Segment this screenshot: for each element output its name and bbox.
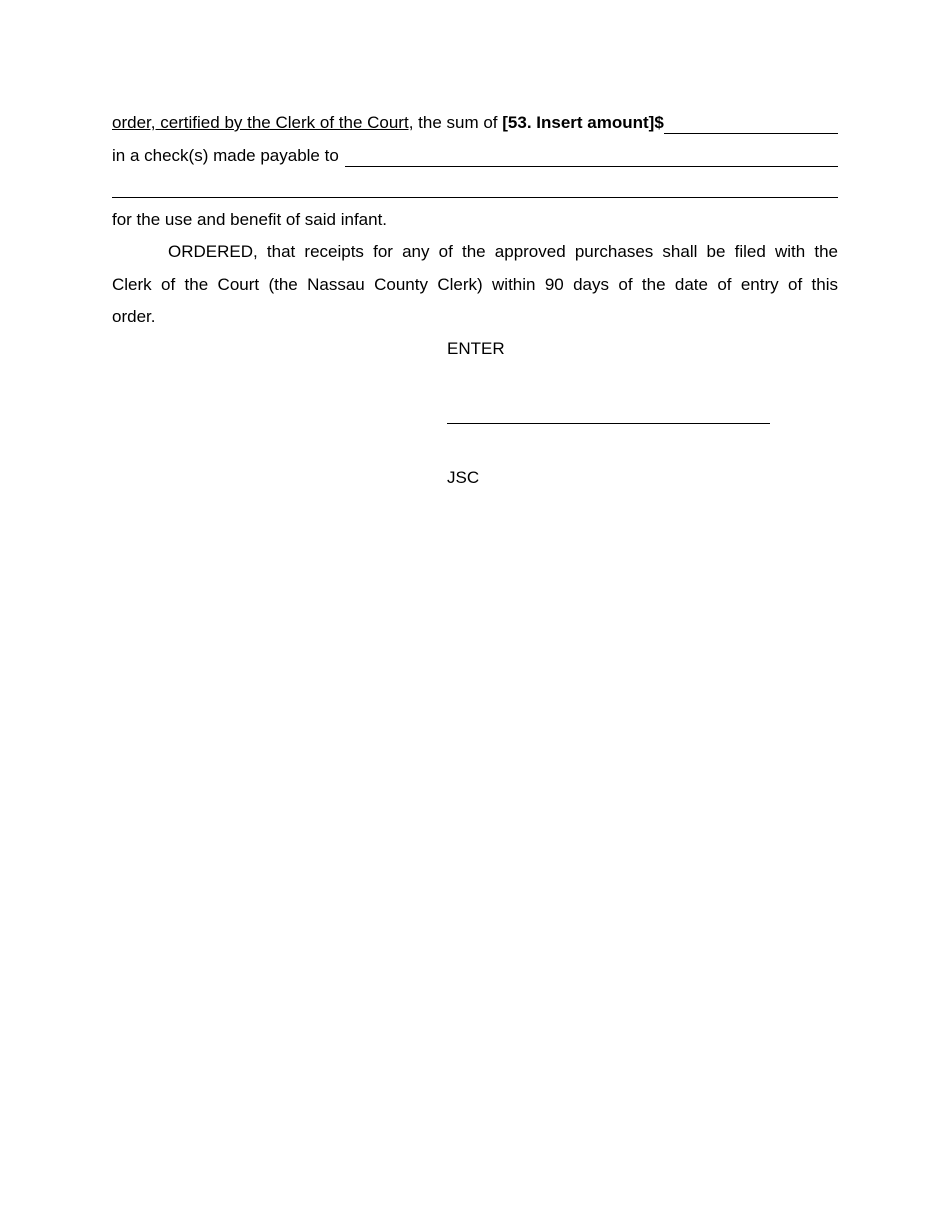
ordered-paragraph-line1: ORDERED, that receipts for any of the approved purchases shall be filed with the xyxy=(168,242,838,261)
payee-continuation-blank[interactable] xyxy=(112,197,838,198)
amount-blank[interactable] xyxy=(664,117,838,134)
enter-label: ENTER xyxy=(447,339,505,358)
payee-line xyxy=(112,145,838,167)
ordered-paragraph-line3: order. xyxy=(112,307,156,326)
amount-line xyxy=(112,112,838,134)
payable-to-text: in a check(s) made payable to xyxy=(112,146,339,165)
payee-blank[interactable] xyxy=(345,150,838,167)
insert-amount-placeholder: [53. Insert amount]$ xyxy=(502,113,664,132)
jsc-label: JSC xyxy=(447,468,480,487)
infant-benefit-line: for the use and benefit of said infant. xyxy=(112,210,388,229)
sum-of-text: the sum of xyxy=(413,113,503,132)
ordered-paragraph-line2: Clerk of the Court (the Nassau County Clerk) within 90 days of the date of entry of this xyxy=(112,275,838,294)
certified-clerk-text: order, certified by the Clerk of the Court, xyxy=(112,113,414,132)
judge-signature-blank[interactable] xyxy=(447,423,770,424)
